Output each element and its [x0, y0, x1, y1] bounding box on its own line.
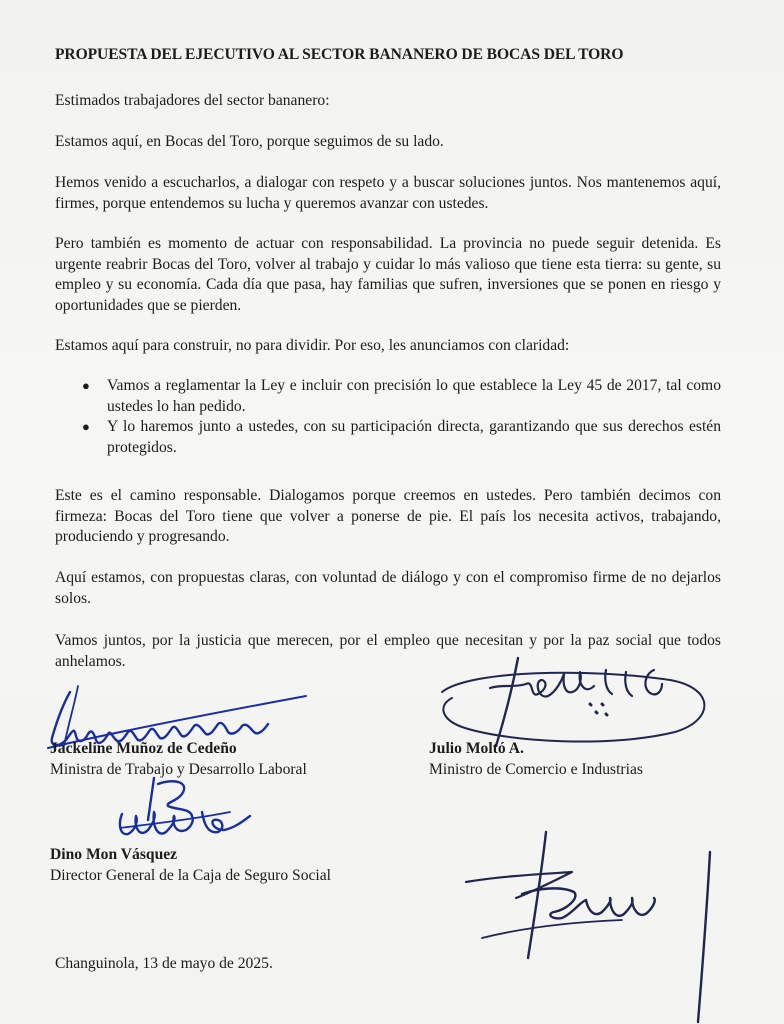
place-and-date: Changuinola, 13 de mayo de 2025.: [55, 955, 273, 972]
paragraph-1: Estamos aquí, en Bocas del Toro, porque seguimos de su lado.: [55, 133, 444, 150]
list-item: [80, 376, 721, 417]
signature-right: [462, 828, 722, 1024]
signatory-role: Director General de la Caja de Seguro Social: [50, 866, 332, 884]
signatory-name: Julio Moltó A.: [429, 740, 524, 757]
signatory-role: Ministra de Trabajo y Desarrollo Laboral: [50, 760, 307, 778]
signatory-name: Jackeline Muñoz de Cedeño: [50, 740, 237, 757]
bullet-marker: ●: [82, 419, 90, 434]
bullet-marker: ●: [82, 378, 90, 393]
list-item: [80, 417, 721, 458]
paragraph-5: Este es el camino responsable. Dialogamos porque creemos en ustedes. Pero también decimos con firmeza: Bocas del Toro tiene que volver a ponerse de pie. El país los necesita activos, trabajando, produciendo y progresando.: [55, 487, 721, 545]
paragraph-7: Vamos juntos, por la justicia que merecen, por el empleo que necesitan y por la paz social que todos anhelamos.: [55, 632, 721, 670]
commitments-list: [80, 376, 721, 458]
salutation: Estimados trabajadores del sector bananero:: [55, 92, 330, 109]
list-item-text: Y lo haremos junto a ustedes, con su participación directa, garantizando que sus derechos estén protegidos.: [107, 418, 721, 456]
signatory-name: Dino Mon Vásquez: [50, 846, 178, 863]
paragraph-2: Hemos venido a escucharlos, a dialogar con respeto y a buscar soluciones juntos. Nos mantenemos aquí, firmes, porque entendemos su lucha y queremos avanzar con ustedes.: [55, 174, 721, 212]
list-item-text: Vamos a reglamentar la Ley e incluir con precisión lo que establece la Ley 45 de 2017, tal como ustedes lo han pedido.: [107, 377, 721, 415]
paragraph-4: Estamos aquí para construir, no para dividir. Por eso, les anunciamos con claridad:: [55, 337, 570, 354]
paragraph-3: Pero también es momento de actuar con responsabilidad. La provincia no puede seguir detenida. Es urgente reabrir Bocas del Toro, volver al trabajo y cuidar lo más valioso que tiene esta tierra: su gente, su empleo y su economía. Cada día que pasa, hay familias que sufren, inversiones que se ponen en riesgo y oportunidades que se pierden.: [55, 235, 721, 314]
paragraph-6: Aquí estamos, con propuestas claras, con voluntad de diálogo y con el compromiso firme de no dejarlos solos.: [55, 569, 721, 607]
signatory-role: Ministro de Comercio e Industrias: [429, 760, 643, 778]
signatory-molto: [429, 739, 643, 780]
signatory-mon: [50, 845, 331, 886]
document-title: PROPUESTA DEL EJECUTIVO AL SECTOR BANANERO DE BOCAS DEL TORO: [55, 46, 624, 63]
